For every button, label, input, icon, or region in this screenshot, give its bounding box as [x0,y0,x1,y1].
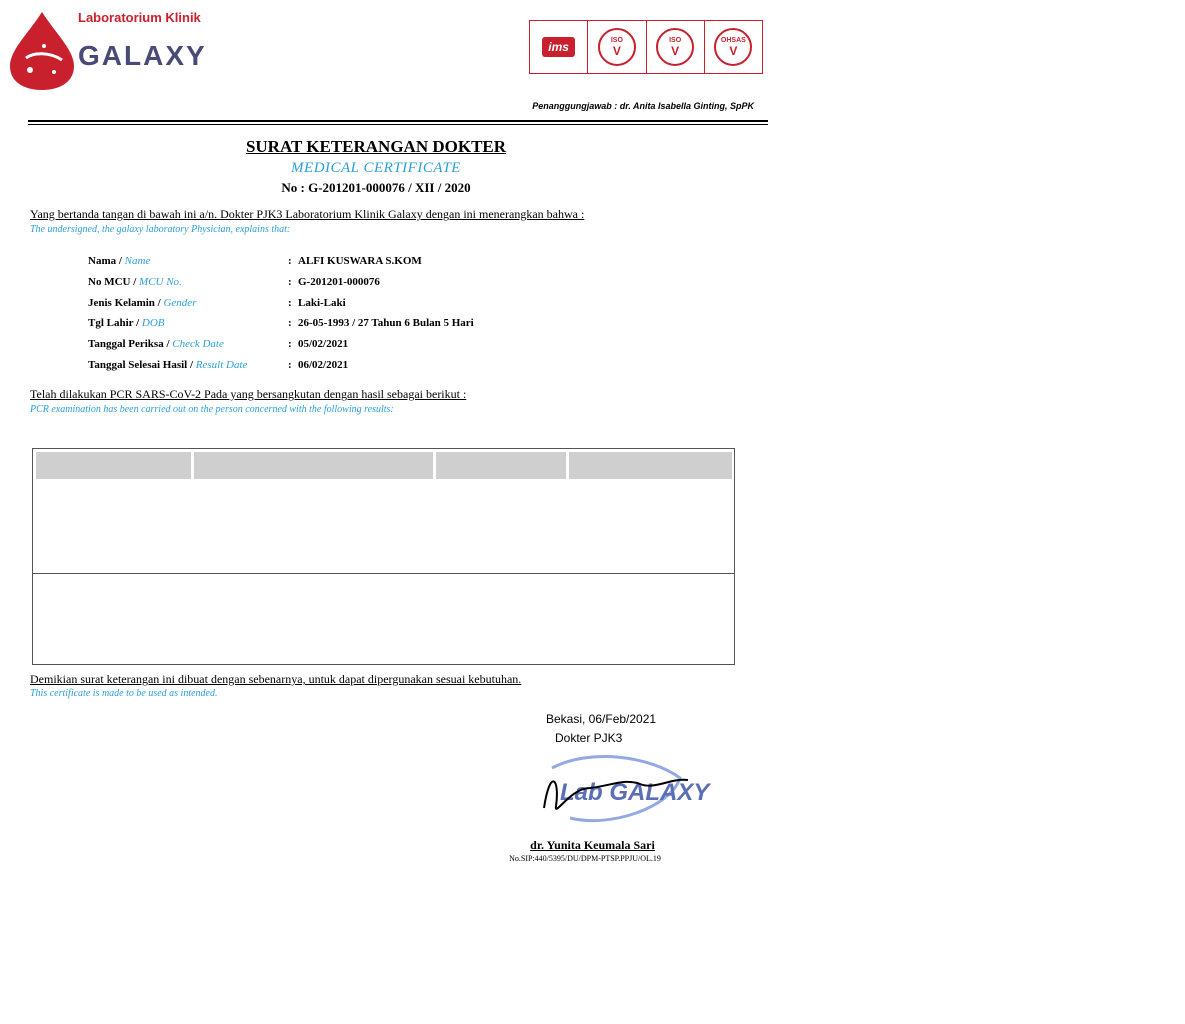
field-check-date: Tanggal Periksa / Check Date : 05/02/2021 [88,338,349,350]
iso-seal-icon: ISO V [656,28,694,66]
document-title: SURAT KETERANGAN DOKTER [245,137,507,156]
pcr-statement: Telah dilakukan PCR SARS-CoV-2 Pada yang bersangkutan dengan hasil sebagai berikut : [30,387,467,401]
results-table [32,448,735,665]
header-divider-thin [28,124,768,125]
penanggungjawab: Penanggungjawab : dr. Anita Isabella Ginting, SpPK [532,101,754,111]
table-header-cell [36,452,191,479]
document-number: No : G-201201-000076 / XII / 2020 [281,180,471,195]
signer-sip: No.SIP:440/5395/DU/DPM-PTSP.PPJU/OL.19 [509,854,661,863]
brand-name: GALAXY [78,40,207,71]
closing-text-en: This certificate is made to be used as intended. [30,688,218,699]
field-result-date: Tanggal Selesai Hasil / Result Date : 06/02/2021 [88,359,349,371]
blood-drop-icon [4,8,80,92]
field-gender: Jenis Kelamin / Gender : Laki-Laki [88,297,346,309]
signature-stamp [530,748,710,838]
ohsas-seal-icon: OHSAS V [714,28,752,66]
signer-name: dr. Yunita Keumala Sari [530,838,655,852]
result-date-value: 06/02/2021 [298,359,349,371]
city-date: Bekasi, 06/Feb/2021 [546,712,657,726]
certification-badges [529,20,763,74]
field-mcu-no: No MCU / MCU No. : G-201201-000076 [88,276,380,288]
field-name: Nama / Name : ALFI KUSWARA S.KOM [88,255,422,267]
intro-text-en: The undersigned, the galaxy laboratory Physician, explains that: [30,224,291,235]
patient-name: ALFI KUSWARA S.KOM [298,255,422,267]
signer-role: Dokter PJK3 [555,731,623,745]
table-header-cell [569,452,732,479]
table-header-cell [436,452,566,479]
intro-text: Yang bertanda tangan di bawah ini a/n. Dokter PJK3 Laboratorium Klinik Galaxy dengan ini menerangkan bahwa : [30,207,585,221]
table-row-divider [33,573,734,574]
iso-badge-1 [588,21,646,73]
ims-badge [530,21,588,73]
ims-label: ims [542,37,575,57]
signature-icon [530,748,710,838]
check-date-value: 05/02/2021 [298,338,349,350]
document-subtitle: MEDICAL CERTIFICATE [291,160,461,176]
lab-name: Laboratorium Klinik [78,10,201,25]
pcr-statement-en: PCR examination has been carried out on the person concerned with the following results: [30,404,394,415]
stamp-text: Lab GALAXY [560,779,710,806]
closing-text: Demikian surat keterangan ini dibuat dengan sebenarnya, untuk dapat dipergunakan sesuai kebutuhan. [30,672,522,686]
dob-value: 26-05-1993 / 27 Tahun 6 Bulan 5 Hari [298,317,474,329]
mcu-number: G-201201-000076 [298,276,380,288]
field-dob: Tgl Lahir / DOB : 26-05-1993 / 27 Tahun 6 Bulan 5 Hari [88,317,474,329]
ohsas-badge [705,21,762,73]
iso-seal-icon: ISO V [598,28,636,66]
gender-value: Laki-Laki [298,297,346,309]
iso-badge-2 [647,21,705,73]
header-divider [28,120,768,122]
table-header-cell [194,452,433,479]
